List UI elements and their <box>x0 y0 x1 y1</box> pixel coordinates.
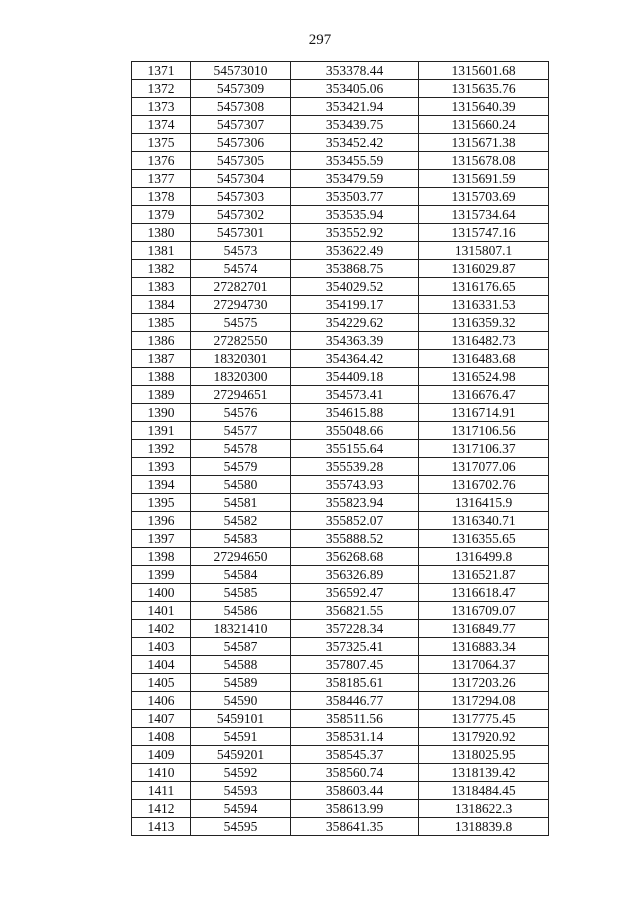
table-row <box>132 224 549 242</box>
y-coordinate-cell: 1316482.73 <box>419 332 549 350</box>
point-id-cell: 54577 <box>191 422 291 440</box>
row-number-cell: 1412 <box>132 800 191 818</box>
table-row <box>132 314 549 332</box>
x-coordinate-cell: 355888.52 <box>291 530 419 548</box>
y-coordinate-cell: 1318025.95 <box>419 746 549 764</box>
point-id-cell: 54588 <box>191 656 291 674</box>
table-row <box>132 674 549 692</box>
x-coordinate-cell: 354573.41 <box>291 386 419 404</box>
x-coordinate-cell: 355743.93 <box>291 476 419 494</box>
y-coordinate-cell: 1315747.16 <box>419 224 549 242</box>
y-coordinate-cell: 1315703.69 <box>419 188 549 206</box>
y-coordinate-cell: 1315601.68 <box>419 62 549 80</box>
point-id-cell: 5457307 <box>191 116 291 134</box>
y-coordinate-cell: 1316029.87 <box>419 260 549 278</box>
table-row <box>132 80 549 98</box>
row-number-cell: 1375 <box>132 134 191 152</box>
row-number-cell: 1393 <box>132 458 191 476</box>
x-coordinate-cell: 358613.99 <box>291 800 419 818</box>
row-number-cell: 1389 <box>132 386 191 404</box>
point-id-cell: 54590 <box>191 692 291 710</box>
y-coordinate-cell: 1315807.1 <box>419 242 549 260</box>
x-coordinate-cell: 356268.68 <box>291 548 419 566</box>
table-row <box>132 404 549 422</box>
table-row <box>132 512 549 530</box>
y-coordinate-cell: 1315660.24 <box>419 116 549 134</box>
row-number-cell: 1376 <box>132 152 191 170</box>
row-number-cell: 1403 <box>132 638 191 656</box>
x-coordinate-cell: 353421.94 <box>291 98 419 116</box>
table-row <box>132 260 549 278</box>
x-coordinate-cell: 353452.42 <box>291 134 419 152</box>
y-coordinate-cell: 1316359.32 <box>419 314 549 332</box>
x-coordinate-cell: 358531.14 <box>291 728 419 746</box>
row-number-cell: 1406 <box>132 692 191 710</box>
point-id-cell: 27282701 <box>191 278 291 296</box>
x-coordinate-cell: 356326.89 <box>291 566 419 584</box>
table-row <box>132 458 549 476</box>
point-id-cell: 54591 <box>191 728 291 746</box>
table-row <box>132 98 549 116</box>
point-id-cell: 54573 <box>191 242 291 260</box>
point-id-cell: 5459101 <box>191 710 291 728</box>
point-id-cell: 5457306 <box>191 134 291 152</box>
point-id-cell: 5457304 <box>191 170 291 188</box>
x-coordinate-cell: 354409.18 <box>291 368 419 386</box>
y-coordinate-cell: 1316702.76 <box>419 476 549 494</box>
table-row <box>132 206 549 224</box>
table-row <box>132 368 549 386</box>
point-id-cell: 5457302 <box>191 206 291 224</box>
x-coordinate-cell: 353868.75 <box>291 260 419 278</box>
row-number-cell: 1395 <box>132 494 191 512</box>
x-coordinate-cell: 355539.28 <box>291 458 419 476</box>
point-id-cell: 54587 <box>191 638 291 656</box>
table-row <box>132 350 549 368</box>
y-coordinate-cell: 1315734.64 <box>419 206 549 224</box>
row-number-cell: 1391 <box>132 422 191 440</box>
row-number-cell: 1399 <box>132 566 191 584</box>
row-number-cell: 1396 <box>132 512 191 530</box>
y-coordinate-cell: 1318622.3 <box>419 800 549 818</box>
row-number-cell: 1377 <box>132 170 191 188</box>
y-coordinate-cell: 1316340.71 <box>419 512 549 530</box>
y-coordinate-cell: 1316499.8 <box>419 548 549 566</box>
table-row <box>132 782 549 800</box>
x-coordinate-cell: 358446.77 <box>291 692 419 710</box>
table-row <box>132 296 549 314</box>
y-coordinate-cell: 1316524.98 <box>419 368 549 386</box>
point-id-cell: 54594 <box>191 800 291 818</box>
table-row <box>132 548 549 566</box>
y-coordinate-cell: 1316676.47 <box>419 386 549 404</box>
row-number-cell: 1386 <box>132 332 191 350</box>
y-coordinate-cell: 1317203.26 <box>419 674 549 692</box>
point-id-cell: 5457301 <box>191 224 291 242</box>
y-coordinate-cell: 1315635.76 <box>419 80 549 98</box>
y-coordinate-cell: 1315678.08 <box>419 152 549 170</box>
coordinates-table <box>131 61 549 836</box>
table-body <box>132 62 549 836</box>
point-id-cell: 5457308 <box>191 98 291 116</box>
table-row <box>132 728 549 746</box>
y-coordinate-cell: 1317106.37 <box>419 440 549 458</box>
table-row <box>132 134 549 152</box>
y-coordinate-cell: 1316355.65 <box>419 530 549 548</box>
y-coordinate-cell: 1316176.65 <box>419 278 549 296</box>
y-coordinate-cell: 1317775.45 <box>419 710 549 728</box>
point-id-cell: 27294730 <box>191 296 291 314</box>
table-row <box>132 386 549 404</box>
row-number-cell: 1404 <box>132 656 191 674</box>
row-number-cell: 1378 <box>132 188 191 206</box>
x-coordinate-cell: 357325.41 <box>291 638 419 656</box>
row-number-cell: 1372 <box>132 80 191 98</box>
x-coordinate-cell: 356821.55 <box>291 602 419 620</box>
y-coordinate-cell: 1316618.47 <box>419 584 549 602</box>
x-coordinate-cell: 358603.44 <box>291 782 419 800</box>
x-coordinate-cell: 358560.74 <box>291 764 419 782</box>
table-row <box>132 530 549 548</box>
point-id-cell: 54585 <box>191 584 291 602</box>
table-row <box>132 566 549 584</box>
table-row <box>132 170 549 188</box>
x-coordinate-cell: 353552.92 <box>291 224 419 242</box>
point-id-cell: 18320301 <box>191 350 291 368</box>
point-id-cell: 5457309 <box>191 80 291 98</box>
point-id-cell: 54583 <box>191 530 291 548</box>
row-number-cell: 1401 <box>132 602 191 620</box>
x-coordinate-cell: 353455.59 <box>291 152 419 170</box>
table-row <box>132 440 549 458</box>
point-id-cell: 54586 <box>191 602 291 620</box>
row-number-cell: 1405 <box>132 674 191 692</box>
row-number-cell: 1409 <box>132 746 191 764</box>
table-row <box>132 116 549 134</box>
row-number-cell: 1374 <box>132 116 191 134</box>
x-coordinate-cell: 358545.37 <box>291 746 419 764</box>
y-coordinate-cell: 1317294.08 <box>419 692 549 710</box>
y-coordinate-cell: 1316849.77 <box>419 620 549 638</box>
table-row <box>132 422 549 440</box>
point-id-cell: 18321410 <box>191 620 291 638</box>
point-id-cell: 54595 <box>191 818 291 836</box>
row-number-cell: 1371 <box>132 62 191 80</box>
x-coordinate-cell: 358641.35 <box>291 818 419 836</box>
point-id-cell: 54574 <box>191 260 291 278</box>
point-id-cell: 54575 <box>191 314 291 332</box>
table-row <box>132 764 549 782</box>
point-id-cell: 54592 <box>191 764 291 782</box>
x-coordinate-cell: 353622.49 <box>291 242 419 260</box>
row-number-cell: 1402 <box>132 620 191 638</box>
x-coordinate-cell: 355155.64 <box>291 440 419 458</box>
x-coordinate-cell: 353503.77 <box>291 188 419 206</box>
x-coordinate-cell: 355048.66 <box>291 422 419 440</box>
point-id-cell: 54593 <box>191 782 291 800</box>
point-id-cell: 5457305 <box>191 152 291 170</box>
y-coordinate-cell: 1318484.45 <box>419 782 549 800</box>
x-coordinate-cell: 354363.39 <box>291 332 419 350</box>
x-coordinate-cell: 358185.61 <box>291 674 419 692</box>
table-row <box>132 476 549 494</box>
y-coordinate-cell: 1315691.59 <box>419 170 549 188</box>
point-id-cell: 54582 <box>191 512 291 530</box>
y-coordinate-cell: 1315640.39 <box>419 98 549 116</box>
row-number-cell: 1411 <box>132 782 191 800</box>
y-coordinate-cell: 1318139.42 <box>419 764 549 782</box>
y-coordinate-cell: 1317077.06 <box>419 458 549 476</box>
y-coordinate-cell: 1316709.07 <box>419 602 549 620</box>
y-coordinate-cell: 1318839.8 <box>419 818 549 836</box>
row-number-cell: 1373 <box>132 98 191 116</box>
y-coordinate-cell: 1317064.37 <box>419 656 549 674</box>
point-id-cell: 5457303 <box>191 188 291 206</box>
table-row <box>132 800 549 818</box>
point-id-cell: 5459201 <box>191 746 291 764</box>
point-id-cell: 54580 <box>191 476 291 494</box>
row-number-cell: 1388 <box>132 368 191 386</box>
table-row <box>132 710 549 728</box>
y-coordinate-cell: 1316883.34 <box>419 638 549 656</box>
row-number-cell: 1390 <box>132 404 191 422</box>
table-row <box>132 242 549 260</box>
row-number-cell: 1392 <box>132 440 191 458</box>
x-coordinate-cell: 353378.44 <box>291 62 419 80</box>
table-row <box>132 188 549 206</box>
x-coordinate-cell: 354229.62 <box>291 314 419 332</box>
y-coordinate-cell: 1316331.53 <box>419 296 549 314</box>
table-row <box>132 494 549 512</box>
x-coordinate-cell: 358511.56 <box>291 710 419 728</box>
x-coordinate-cell: 357807.45 <box>291 656 419 674</box>
point-id-cell: 54584 <box>191 566 291 584</box>
table-row <box>132 278 549 296</box>
table-row <box>132 638 549 656</box>
table-row <box>132 152 549 170</box>
row-number-cell: 1380 <box>132 224 191 242</box>
x-coordinate-cell: 354199.17 <box>291 296 419 314</box>
table-row <box>132 332 549 350</box>
point-id-cell: 54576 <box>191 404 291 422</box>
table-row <box>132 62 549 80</box>
x-coordinate-cell: 354615.88 <box>291 404 419 422</box>
point-id-cell: 27294651 <box>191 386 291 404</box>
y-coordinate-cell: 1315671.38 <box>419 134 549 152</box>
y-coordinate-cell: 1316483.68 <box>419 350 549 368</box>
x-coordinate-cell: 354029.52 <box>291 278 419 296</box>
point-id-cell: 18320300 <box>191 368 291 386</box>
table-row <box>132 818 549 836</box>
point-id-cell: 54589 <box>191 674 291 692</box>
row-number-cell: 1400 <box>132 584 191 602</box>
row-number-cell: 1379 <box>132 206 191 224</box>
point-id-cell: 54578 <box>191 440 291 458</box>
x-coordinate-cell: 353439.75 <box>291 116 419 134</box>
point-id-cell: 54579 <box>191 458 291 476</box>
x-coordinate-cell: 355852.07 <box>291 512 419 530</box>
x-coordinate-cell: 354364.42 <box>291 350 419 368</box>
y-coordinate-cell: 1316521.87 <box>419 566 549 584</box>
y-coordinate-cell: 1317920.92 <box>419 728 549 746</box>
row-number-cell: 1383 <box>132 278 191 296</box>
table-row <box>132 692 549 710</box>
x-coordinate-cell: 353535.94 <box>291 206 419 224</box>
row-number-cell: 1385 <box>132 314 191 332</box>
table-row <box>132 620 549 638</box>
point-id-cell: 27294650 <box>191 548 291 566</box>
x-coordinate-cell: 355823.94 <box>291 494 419 512</box>
row-number-cell: 1382 <box>132 260 191 278</box>
x-coordinate-cell: 353405.06 <box>291 80 419 98</box>
table-row <box>132 656 549 674</box>
row-number-cell: 1384 <box>132 296 191 314</box>
row-number-cell: 1394 <box>132 476 191 494</box>
y-coordinate-cell: 1317106.56 <box>419 422 549 440</box>
row-number-cell: 1387 <box>132 350 191 368</box>
row-number-cell: 1381 <box>132 242 191 260</box>
point-id-cell: 54581 <box>191 494 291 512</box>
table-row <box>132 602 549 620</box>
row-number-cell: 1398 <box>132 548 191 566</box>
page-number: 297 <box>308 32 332 48</box>
table-row <box>132 746 549 764</box>
point-id-cell: 54573010 <box>191 62 291 80</box>
table-row <box>132 584 549 602</box>
row-number-cell: 1407 <box>132 710 191 728</box>
row-number-cell: 1410 <box>132 764 191 782</box>
y-coordinate-cell: 1316415.9 <box>419 494 549 512</box>
x-coordinate-cell: 357228.34 <box>291 620 419 638</box>
row-number-cell: 1413 <box>132 818 191 836</box>
row-number-cell: 1397 <box>132 530 191 548</box>
point-id-cell: 27282550 <box>191 332 291 350</box>
x-coordinate-cell: 356592.47 <box>291 584 419 602</box>
row-number-cell: 1408 <box>132 728 191 746</box>
x-coordinate-cell: 353479.59 <box>291 170 419 188</box>
y-coordinate-cell: 1316714.91 <box>419 404 549 422</box>
